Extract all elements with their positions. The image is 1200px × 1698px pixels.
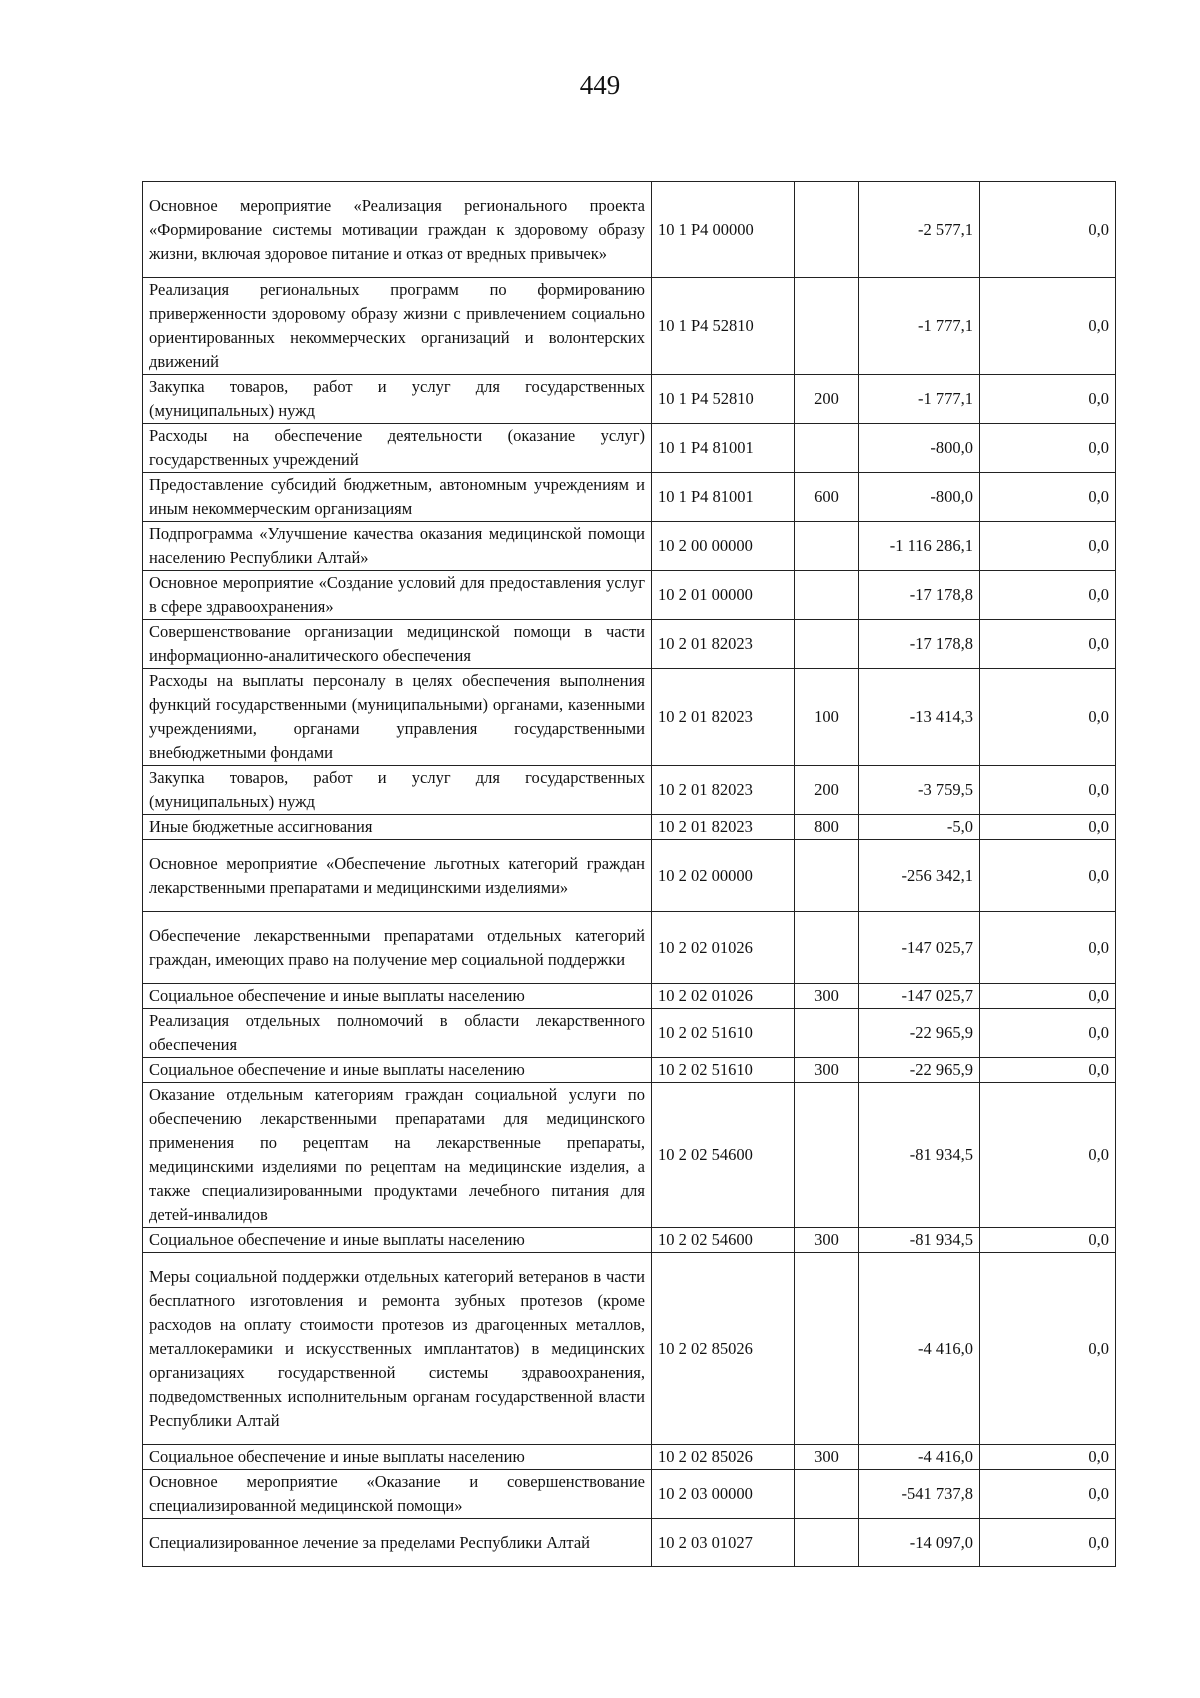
- row-code: 10 2 03 00000: [652, 1470, 795, 1519]
- row-amount-2: 0,0: [980, 1253, 1116, 1445]
- row-code: 10 1 P4 81001: [652, 473, 795, 522]
- row-name: Основное мероприятие «Создание условий для предоставления услуг в сфере здравоохранения»: [143, 571, 652, 620]
- row-name: Предоставление субсидий бюджетным, автономным учреждениям и иным некоммерческим организациям: [143, 473, 652, 522]
- row-expense-type: [795, 1519, 859, 1567]
- row-code: 10 2 02 51610: [652, 1009, 795, 1058]
- row-name: Реализация отдельных полномочий в области лекарственного обеспечения: [143, 1009, 652, 1058]
- row-expense-type: [795, 840, 859, 912]
- row-expense-type: [795, 620, 859, 669]
- row-amount: -3 759,5: [859, 766, 980, 815]
- row-amount-2: 0,0: [980, 182, 1116, 278]
- table-row: [143, 473, 1116, 522]
- row-amount: -14 097,0: [859, 1519, 980, 1567]
- row-name: Социальное обеспечение и иные выплаты населению: [143, 1445, 652, 1470]
- row-expense-type: [795, 1470, 859, 1519]
- row-expense-type: 300: [795, 984, 859, 1009]
- row-name: Расходы на выплаты персоналу в целях обеспечения выполнения функций государственными (муниципальными) органами, казенными учреждениями, органами управления государственными внебюджетными фондами: [143, 669, 652, 766]
- row-amount: -1 116 286,1: [859, 522, 980, 571]
- row-expense-type: [795, 1009, 859, 1058]
- budget-table: [142, 181, 1116, 1567]
- row-name: Меры социальной поддержки отдельных категорий ветеранов в части бесплатного изготовления и ремонта зубных протезов (кроме расходов на оплату стоимости протезов из драгоценных металлов, металлокерамики и искусственных имплантатов) в медицинских организациях государственной системы здравоохранения, подведомственных исполнительным органам государственной власти Республики Алтай: [143, 1253, 652, 1445]
- table-row: [143, 984, 1116, 1009]
- row-code: 10 1 P4 81001: [652, 424, 795, 473]
- row-name: Подпрограмма «Улучшение качества оказания медицинской помощи населению Республики Алтай»: [143, 522, 652, 571]
- row-amount-2: 0,0: [980, 984, 1116, 1009]
- row-amount-2: 0,0: [980, 424, 1116, 473]
- row-expense-type: 300: [795, 1445, 859, 1470]
- row-amount-2: 0,0: [980, 375, 1116, 424]
- row-amount-2: 0,0: [980, 620, 1116, 669]
- row-amount-2: 0,0: [980, 1058, 1116, 1083]
- row-amount: -1 777,1: [859, 278, 980, 375]
- row-name: Реализация региональных программ по формированию приверженности здоровому образу жизни с привлечением социально ориентированных некоммерческих организаций и волонтерских движений: [143, 278, 652, 375]
- row-code: 10 2 01 82023: [652, 620, 795, 669]
- row-expense-type: 800: [795, 815, 859, 840]
- row-code: 10 2 01 82023: [652, 815, 795, 840]
- table-row: [143, 912, 1116, 984]
- row-name: Социальное обеспечение и иные выплаты населению: [143, 984, 652, 1009]
- row-code: 10 2 01 82023: [652, 766, 795, 815]
- table-row: [143, 571, 1116, 620]
- row-code: 10 2 02 01026: [652, 912, 795, 984]
- row-expense-type: 200: [795, 375, 859, 424]
- row-name: Обеспечение лекарственными препаратами отдельных категорий граждан, имеющих право на получение мер социальной поддержки: [143, 912, 652, 984]
- row-amount: -17 178,8: [859, 620, 980, 669]
- row-code: 10 2 01 82023: [652, 669, 795, 766]
- table-row: [143, 375, 1116, 424]
- row-name: Совершенствование организации медицинской помощи в части информационно-аналитического обеспечения: [143, 620, 652, 669]
- row-expense-type: [795, 424, 859, 473]
- row-amount: -256 342,1: [859, 840, 980, 912]
- row-name: Иные бюджетные ассигнования: [143, 815, 652, 840]
- row-name: Основное мероприятие «Оказание и совершенствование специализированной медицинской помощи»: [143, 1470, 652, 1519]
- table-row: [143, 1470, 1116, 1519]
- row-amount: -81 934,5: [859, 1083, 980, 1228]
- row-name: Основное мероприятие «Обеспечение льготных категорий граждан лекарственными препаратами и медицинскими изделиями»: [143, 840, 652, 912]
- row-amount-2: 0,0: [980, 815, 1116, 840]
- row-amount-2: 0,0: [980, 1228, 1116, 1253]
- row-amount: -13 414,3: [859, 669, 980, 766]
- table-row: [143, 840, 1116, 912]
- row-amount: -800,0: [859, 473, 980, 522]
- row-amount-2: 0,0: [980, 912, 1116, 984]
- row-name: Закупка товаров, работ и услуг для государственных (муниципальных) нужд: [143, 766, 652, 815]
- row-amount: -541 737,8: [859, 1470, 980, 1519]
- table-row: [143, 620, 1116, 669]
- row-amount: -4 416,0: [859, 1253, 980, 1445]
- row-code: 10 2 02 54600: [652, 1083, 795, 1228]
- row-amount: -22 965,9: [859, 1058, 980, 1083]
- row-name: Оказание отдельным категориям граждан социальной услуги по обеспечению лекарственными препаратами для медицинского применения по рецептам на лекарственные препараты, медицинскими изделиями по рецептам на медицинские изделия, а также специализированными продуктами лечебного питания для детей-инвалидов: [143, 1083, 652, 1228]
- row-amount-2: 0,0: [980, 1009, 1116, 1058]
- row-expense-type: [795, 571, 859, 620]
- row-amount: -147 025,7: [859, 912, 980, 984]
- table-row: [143, 182, 1116, 278]
- table-row: [143, 669, 1116, 766]
- row-amount-2: 0,0: [980, 278, 1116, 375]
- row-amount-2: 0,0: [980, 669, 1116, 766]
- row-code: 10 1 P4 52810: [652, 278, 795, 375]
- table-row: [143, 1519, 1116, 1567]
- budget-table-body: [143, 182, 1116, 1567]
- row-expense-type: [795, 1253, 859, 1445]
- row-name: Специализированное лечение за пределами Республики Алтай: [143, 1519, 652, 1567]
- row-amount: -1 777,1: [859, 375, 980, 424]
- row-code: 10 2 02 54600: [652, 1228, 795, 1253]
- row-expense-type: [795, 1083, 859, 1228]
- row-name: Социальное обеспечение и иные выплаты населению: [143, 1228, 652, 1253]
- row-amount-2: 0,0: [980, 522, 1116, 571]
- row-expense-type: [795, 278, 859, 375]
- row-amount: -5,0: [859, 815, 980, 840]
- row-expense-type: [795, 522, 859, 571]
- row-amount-2: 0,0: [980, 571, 1116, 620]
- row-name: Расходы на обеспечение деятельности (оказание услуг) государственных учреждений: [143, 424, 652, 473]
- row-expense-type: 200: [795, 766, 859, 815]
- row-name: Закупка товаров, работ и услуг для государственных (муниципальных) нужд: [143, 375, 652, 424]
- row-amount: -81 934,5: [859, 1228, 980, 1253]
- row-expense-type: 100: [795, 669, 859, 766]
- row-amount: -800,0: [859, 424, 980, 473]
- row-expense-type: [795, 912, 859, 984]
- row-amount-2: 0,0: [980, 766, 1116, 815]
- table-row: [143, 1083, 1116, 1228]
- row-code: 10 2 02 00000: [652, 840, 795, 912]
- row-code: 10 2 01 00000: [652, 571, 795, 620]
- row-code: 10 2 02 01026: [652, 984, 795, 1009]
- row-code: 10 2 00 00000: [652, 522, 795, 571]
- row-code: 10 1 P4 52810: [652, 375, 795, 424]
- row-amount-2: 0,0: [980, 1470, 1116, 1519]
- table-row: [143, 278, 1116, 375]
- page-number: 449: [579, 70, 621, 100]
- row-code: 10 1 P4 00000: [652, 182, 795, 278]
- row-name: Социальное обеспечение и иные выплаты населению: [143, 1058, 652, 1083]
- row-code: 10 2 02 85026: [652, 1445, 795, 1470]
- row-amount: -2 577,1: [859, 182, 980, 278]
- row-amount-2: 0,0: [980, 840, 1116, 912]
- row-code: 10 2 02 85026: [652, 1253, 795, 1445]
- row-amount-2: 0,0: [980, 1445, 1116, 1470]
- row-amount-2: 0,0: [980, 1083, 1116, 1228]
- table-row: [143, 1445, 1116, 1470]
- row-code: 10 2 02 51610: [652, 1058, 795, 1083]
- table-row: [143, 1228, 1116, 1253]
- row-amount-2: 0,0: [980, 1519, 1116, 1567]
- table-row: [143, 1009, 1116, 1058]
- table-row: [143, 766, 1116, 815]
- row-amount: -17 178,8: [859, 571, 980, 620]
- row-amount: -147 025,7: [859, 984, 980, 1009]
- row-expense-type: 300: [795, 1228, 859, 1253]
- row-amount-2: 0,0: [980, 473, 1116, 522]
- row-expense-type: 300: [795, 1058, 859, 1083]
- row-name: Основное мероприятие «Реализация регионального проекта «Формирование системы мотивации граждан к здоровому образу жизни, включая здоровое питание и отказ от вредных привычек»: [143, 182, 652, 278]
- table-row: [143, 424, 1116, 473]
- row-code: 10 2 03 01027: [652, 1519, 795, 1567]
- table-row: [143, 815, 1116, 840]
- table-row: [143, 522, 1116, 571]
- row-amount: -22 965,9: [859, 1009, 980, 1058]
- row-expense-type: [795, 182, 859, 278]
- table-row: [143, 1058, 1116, 1083]
- row-expense-type: 600: [795, 473, 859, 522]
- table-row: [143, 1253, 1116, 1445]
- row-amount: -4 416,0: [859, 1445, 980, 1470]
